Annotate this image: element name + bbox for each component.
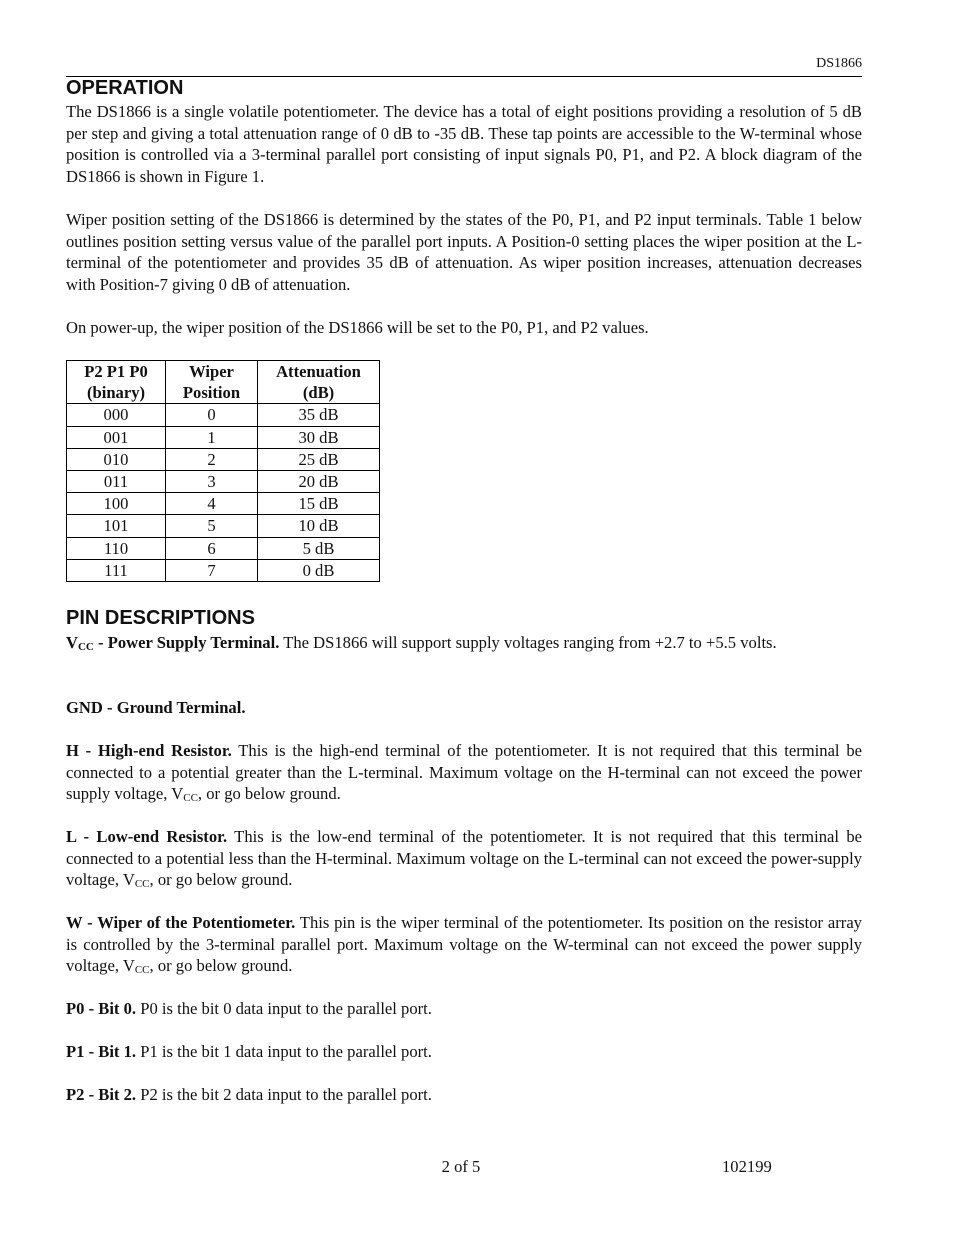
section-heading-operation: OPERATION: [66, 77, 184, 99]
table-cell: 000: [67, 404, 166, 426]
operation-paragraph-3: On power-up, the wiper position of the DS1866 will be set to the P0, P1, and P2 values.: [66, 318, 649, 337]
table-cell: 001: [67, 426, 166, 448]
operation-paragraph-2: Wiper position setting of the DS1866 is determined by the states of the P0, P1, and P2 input terminals. Table 1 below outlines position setting versus value of the parallel port inputs. A Position-0 setting places the wiper position at the L-terminal of the potentiometer and provides 35 dB of attenuation. As wiper position increases, attenuation decreases with Position-7 giving 0 dB of attenuation.: [66, 210, 862, 294]
table-cell: 111: [67, 559, 166, 581]
pin-vcc-text: The DS1866 will support supply voltages ranging from +2.7 to +5.5 volts.: [279, 633, 777, 652]
table-cell: 101: [67, 515, 166, 537]
pin-p1-description: P1 - Bit 1. P1 is the bit 1 data input to the parallel port.: [66, 1042, 432, 1061]
table-cell: 010: [67, 448, 166, 470]
table-header-binary: P2 P1 P0 (binary): [67, 361, 166, 404]
page-number: 2 of 5: [441, 1157, 481, 1176]
pin-w-label: W - Wiper of the Potentiometer.: [66, 913, 296, 932]
table-row: [67, 471, 380, 493]
header-rule: [66, 76, 862, 77]
table-header-row: [67, 361, 380, 404]
table-cell: 15 dB: [258, 493, 380, 515]
document-id: DS1866: [816, 56, 862, 71]
pin-h-label: H - High-end Resistor.: [66, 741, 232, 760]
table-cell: 6: [166, 537, 258, 559]
pin-gnd-description: [66, 697, 862, 719]
table-row: [67, 537, 380, 559]
position-table: [66, 360, 380, 582]
table-cell: 100: [67, 493, 166, 515]
table-row: [67, 448, 380, 470]
document-code: 102199: [722, 1157, 772, 1176]
table-cell: 5 dB: [258, 537, 380, 559]
table-cell: 10 dB: [258, 515, 380, 537]
table-cell: 20 dB: [258, 471, 380, 493]
table-row: [67, 493, 380, 515]
table-cell: 011: [67, 471, 166, 493]
pin-p2-description: P2 - Bit 2. P2 is the bit 2 data input to the parallel port.: [66, 1085, 432, 1104]
pin-l-label: L - Low-end Resistor.: [66, 827, 228, 846]
table-cell: 1: [166, 426, 258, 448]
table-cell: 30 dB: [258, 426, 380, 448]
table-cell: 0 dB: [258, 559, 380, 581]
table-cell: 5: [166, 515, 258, 537]
table-header-attenuation: Attenuation (dB): [258, 361, 380, 404]
table-cell: 35 dB: [258, 404, 380, 426]
table-cell: 2: [166, 448, 258, 470]
pin-vcc-label: $V_{CC}$ - Power Supply Terminal.: [66, 633, 280, 653]
table-cell: 7: [166, 559, 258, 581]
pin-vcc-description: [66, 632, 862, 654]
table-cell: 3: [166, 471, 258, 493]
pin-gnd-label: GND - Ground Terminal.: [66, 698, 246, 717]
pin-l-description: L - Low-end Resistor. This is the low-end terminal of the potentiometer. It is not required that this terminal be connected to a potential less than the H-terminal. Maximum voltage on the L-terminal can not exceed the power-supply voltage, $V_{CC}$, or go below ground.: [66, 827, 862, 891]
table-cell: 0: [166, 404, 258, 426]
table-cell: 110: [67, 537, 166, 559]
operation-paragraph-1: The DS1866 is a single volatile potentiometer. The device has a total of eight positions providing a resolution of 5 dB per step and giving a total attenuation range of 0 dB to -35 dB. These tap points are accessible to the W-terminal whose position is controlled via a 3-terminal parallel port consisting of input signals P0, P1, and P2. A block diagram of the DS1866 is shown in Figure 1.: [66, 102, 862, 186]
table-header-wiper: Wiper Position: [166, 361, 258, 404]
table-cell: 25 dB: [258, 448, 380, 470]
table-row: [67, 559, 380, 581]
table-row: [67, 426, 380, 448]
table-cell: 4: [166, 493, 258, 515]
pin-p2-label: P2 - Bit 2.: [66, 1085, 137, 1104]
pin-p1-label: P1 - Bit 1.: [66, 1042, 137, 1061]
table-row: [67, 404, 380, 426]
section-heading-pin-descriptions: PIN DESCRIPTIONS: [66, 607, 255, 629]
table-row: [67, 515, 380, 537]
pin-h-description: H - High-end Resistor. This is the high-end terminal of the potentiometer. It is not required that this terminal be connected to a potential greater than the L-terminal. Maximum voltage on the H-terminal can not exceed the power supply voltage, $V_{CC}$, or go below ground.: [66, 741, 862, 805]
pin-w-description: W - Wiper of the Potentiometer. This pin is the wiper terminal of the potentiometer. Its position on the resistor array is controlled by the 3-terminal parallel port. Maximum voltage on the W-terminal can not exceed the power supply voltage, $V_{CC}$, or go below ground.: [66, 913, 862, 977]
pin-p0-description: P0 - Bit 0. P0 is the bit 0 data input to the parallel port.: [66, 999, 432, 1018]
pin-p0-label: P0 - Bit 0.: [66, 999, 137, 1018]
